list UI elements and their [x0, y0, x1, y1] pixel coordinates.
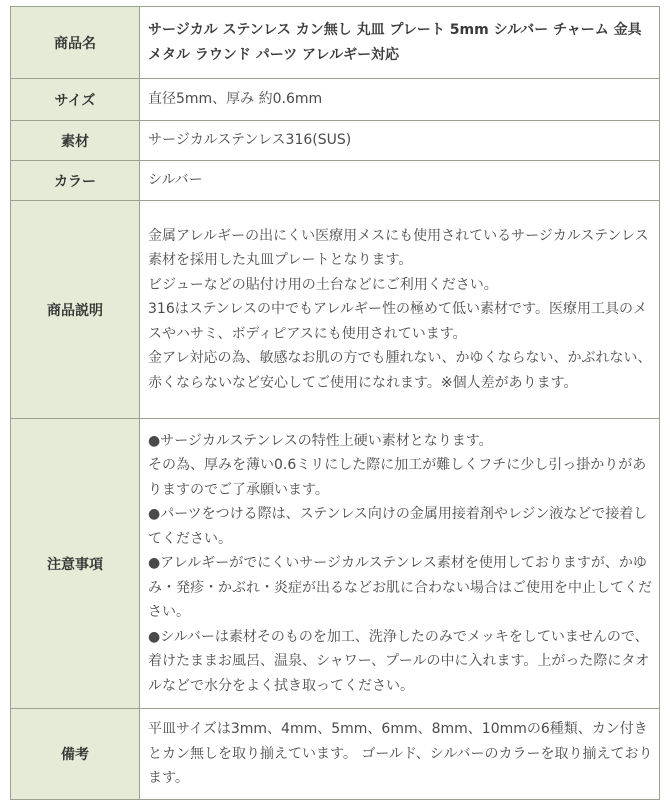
spec-label-notes: 注意事項 — [11, 419, 140, 709]
notes-paragraph: ●シルバーは素材そのものを加工、洗浄したのみでメッキをしていませんので、着けたままお風呂、温泉、シャワー、プールの中に入れます。上がった際にタオルなどで水分をよく拭き取ってください。 — [148, 628, 650, 694]
spec-row-size — [11, 79, 660, 121]
spec-row-remarks — [11, 709, 660, 800]
spec-row-notes — [11, 419, 660, 709]
spec-label-material: 素材 — [11, 121, 140, 161]
product-spec-table — [10, 6, 660, 800]
spec-label-description: 商品説明 — [11, 201, 140, 419]
spec-value-product-name: サージカル ステンレス カン無し 丸皿 プレート 5mm シルバー チャーム 金具 メタル ラウンド パーツ アレルギー対応 — [140, 7, 660, 79]
spec-label-product-name: 商品名 — [11, 7, 140, 79]
spec-value-color: シルバー — [140, 161, 660, 201]
description-paragraph: 金属アレルギーの出にくい医療用メスにも使用されているサージカルステンレス素材を採用した丸皿プレートとなります。 — [148, 227, 649, 269]
spec-value-description — [140, 201, 660, 419]
spec-label-size: サイズ — [11, 79, 140, 121]
spec-row-color — [11, 161, 660, 201]
notes-paragraph: ●パーツをつける際は、ステンレス向けの金属用接着剤やレジン液などで接着してください。 — [148, 506, 648, 547]
spec-row-description — [11, 201, 660, 419]
notes-paragraph: その為、厚みを薄い0.6ミリにした際に加工が難しくフチに少し引っ掛かりがありますのでご了承願います。 — [148, 457, 647, 498]
description-paragraph: ビジューなどの貼付け用の土台などにご利用ください。 — [148, 276, 498, 293]
notes-paragraph: ●サージカルステンレスの特性上硬い素材となります。 — [148, 432, 493, 449]
spec-value-notes — [140, 419, 660, 709]
spec-value-material: サージカルステンレス316(SUS) — [140, 121, 660, 161]
description-paragraph: 金アレ対応の為、敏感なお肌の方でも腫れない、かゆくならない、かぶれない、赤くならないなど安心してご使用になれます。※個人差があります。 — [148, 350, 652, 391]
spec-row-product-name — [11, 7, 660, 79]
spec-value-size: 直径5mm、厚み 約0.6mm — [140, 79, 660, 121]
description-paragraph: 316はステンレスの中でもアレルギー性の極めて低い素材です。医療用工具のメスやハサミ、ボディピアスにも使用されています。 — [148, 301, 647, 342]
spec-label-color: カラー — [11, 161, 140, 201]
spec-value-remarks: 平皿サイズは3mm、4mm、5mm、6mm、8mm、10mmの6種類、カン付きとカン無しを取り揃えています。 ゴールド、シルバーのカラーを取り揃えております。 — [140, 709, 660, 800]
spec-row-material — [11, 121, 660, 161]
spec-label-remarks: 備考 — [11, 709, 140, 800]
notes-paragraph: ●アレルギーがでにくいサージカルステンレス素材を使用しておりますが、かゆみ・発疹・かぶれ・炎症が出るなどお肌に合わない場合はご使用を中止してください。 — [148, 555, 652, 621]
